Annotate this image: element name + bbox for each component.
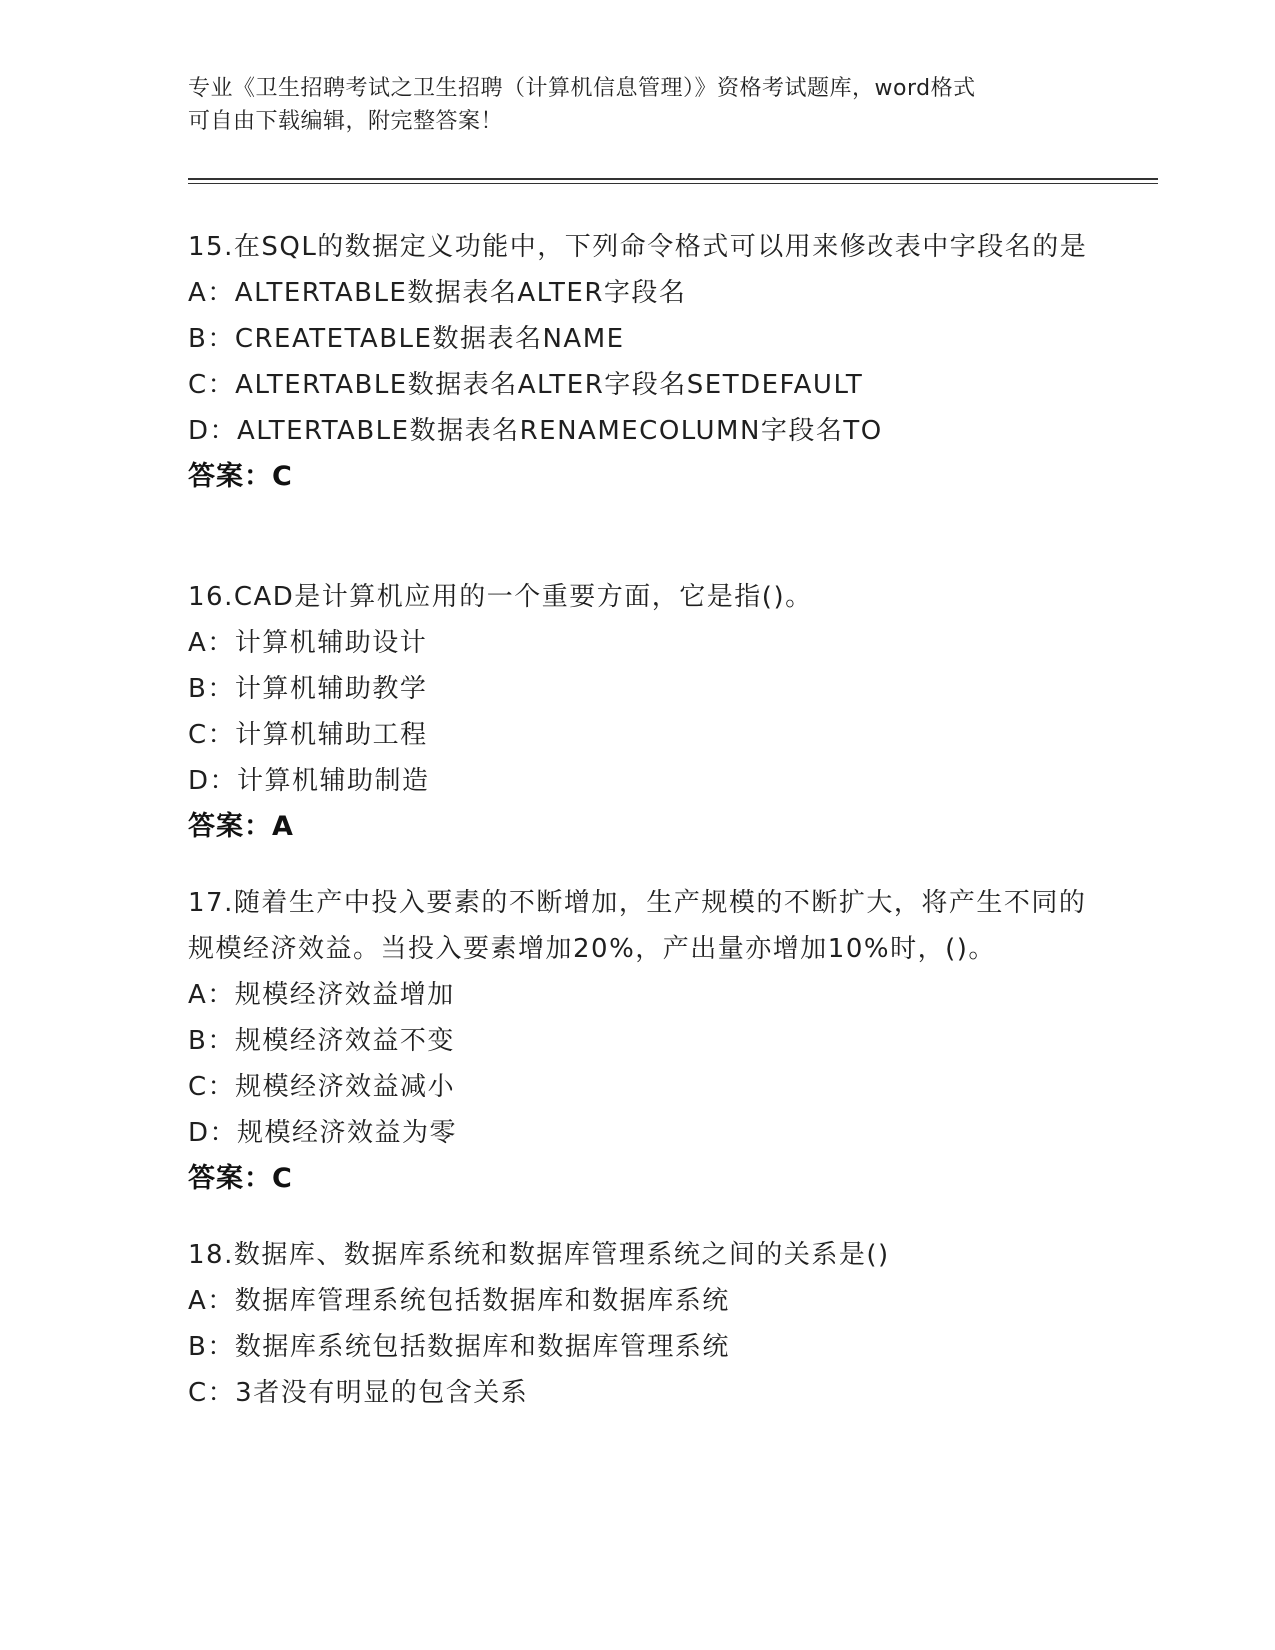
question-18 bbox=[188, 1232, 1088, 1416]
option-b: B：计算机辅助教学 bbox=[188, 674, 428, 704]
option-a: A：ALTERTABLE数据表名ALTER字段名 bbox=[188, 278, 687, 308]
question-stem: 15.在SQL的数据定义功能中，下列命令格式可以用来修改表中字段名的是 bbox=[188, 232, 1088, 262]
option-a: A：数据库管理系统包括数据库和数据库系统 bbox=[188, 1286, 730, 1316]
option-c: C：规模经济效益减小 bbox=[188, 1072, 456, 1102]
question-15 bbox=[188, 224, 1088, 500]
answer-text: 答案：C bbox=[188, 461, 293, 492]
header-line-2: 可自由下载编辑，附完整答案！ bbox=[188, 109, 504, 134]
header-line-1: 专业《卫生招聘考试之卫生招聘（计算机信息管理）》资格考试题库，word格式 bbox=[188, 76, 976, 101]
option-c: C：计算机辅助工程 bbox=[188, 720, 428, 750]
option-d: D：规模经济效益为零 bbox=[188, 1118, 458, 1148]
option-a: A：计算机辅助设计 bbox=[188, 628, 428, 658]
option-d: D：计算机辅助制造 bbox=[188, 766, 430, 796]
answer-text: 答案：C bbox=[188, 1163, 293, 1194]
question-16 bbox=[188, 574, 1088, 850]
option-c: C：3者没有明显的包含关系 bbox=[188, 1378, 529, 1408]
option-b: B：CREATETABLE数据表名NAME bbox=[188, 324, 625, 354]
option-b: B：规模经济效益不变 bbox=[188, 1026, 455, 1056]
question-stem: 17.随着生产中投入要素的不断增加，生产规模的不断扩大，将产生不同的规模经济效益。当投入要素增加20%，产出量亦增加10%时，()。 bbox=[188, 888, 1087, 964]
option-d: D：ALTERTABLE数据表名RENAMECOLUMN字段名TO bbox=[188, 416, 883, 446]
option-a: A：规模经济效益增加 bbox=[188, 980, 455, 1010]
document-header bbox=[188, 72, 1068, 138]
option-c: C：ALTERTABLE数据表名ALTER字段名SETDEFAULT bbox=[188, 370, 864, 400]
question-stem: 18.数据库、数据库系统和数据库管理系统之间的关系是() bbox=[188, 1240, 890, 1270]
question-stem: 16.CAD是计算机应用的一个重要方面，它是指()。 bbox=[188, 582, 813, 612]
question-17 bbox=[188, 880, 1088, 1202]
header-divider bbox=[188, 178, 1158, 184]
option-b: B：数据库系统包括数据库和数据库管理系统 bbox=[188, 1332, 730, 1362]
answer-text: 答案：A bbox=[188, 811, 294, 842]
